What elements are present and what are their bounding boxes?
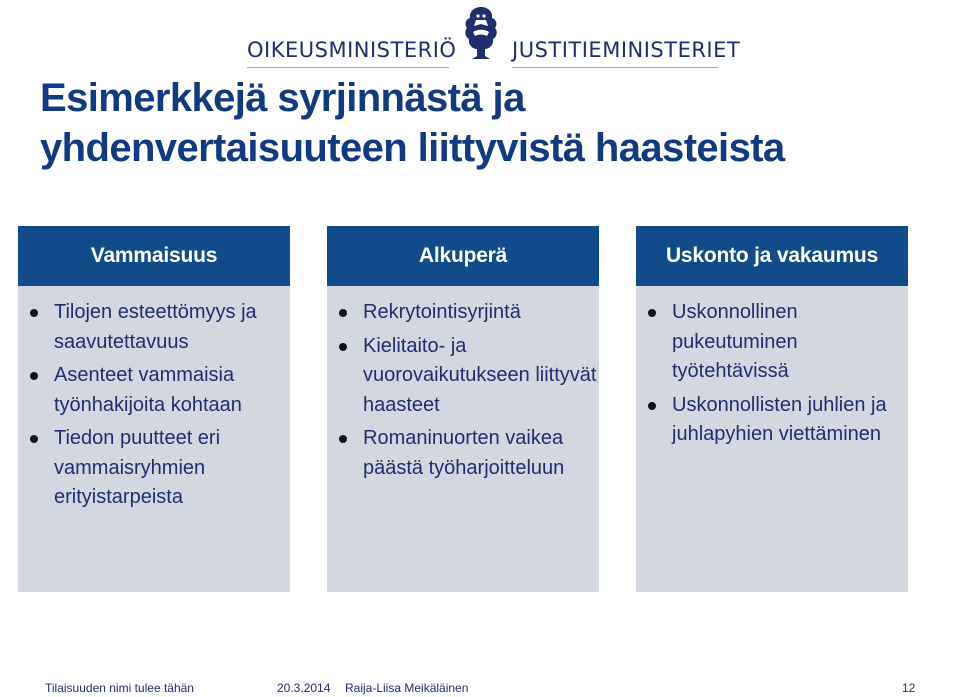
list-item-text: Rekrytointisyrjintä — [363, 301, 521, 323]
list-item — [18, 424, 290, 513]
list-item — [18, 361, 290, 420]
org-name-finnish: OIKEUSMINISTERIÖ — [247, 38, 457, 62]
list-item — [636, 298, 908, 387]
list-item-text: Kielitaito- ja vuorovaikutukseen liittyvät haasteet — [363, 334, 597, 416]
header-rule-left — [247, 67, 449, 68]
list-item — [18, 298, 290, 357]
column-heading-alkupera: Alkuperä — [327, 226, 599, 286]
list-item — [327, 298, 599, 328]
footer-date: 20.3.2014 — [277, 681, 331, 695]
org-name-swedish: JUSTITIEMINISTERIET — [512, 38, 741, 62]
column-heading-vammaisuus: Vammaisuus — [18, 226, 290, 286]
bullet-icon — [648, 309, 656, 317]
bullet-icon — [648, 402, 656, 410]
list-item-text: Uskonnollisten juhlien ja juhlapyhien viettäminen — [672, 393, 887, 445]
footer-event-name: Tilaisuuden nimi tulee tähän — [45, 681, 194, 695]
list-item-text: Tilojen esteettömyys ja saavutettavuus — [54, 301, 257, 353]
list-item — [327, 424, 599, 483]
list-item-text: Uskonnollinen pukeutuminen työtehtävissä — [672, 301, 798, 382]
list-item-text: Asenteet vammaisia työnhakijoita kohtaan — [54, 364, 242, 416]
bullet-icon — [339, 435, 347, 443]
bullet-icon — [30, 372, 38, 380]
bullet-icon — [339, 309, 347, 317]
column-body-alkupera — [327, 286, 599, 592]
column-body-vammaisuus — [18, 286, 290, 592]
list-item-text: Tiedon puutteet eri vammaisryhmien erityistarpeista — [54, 427, 221, 508]
footer-page-number: 12 — [902, 681, 916, 695]
header-rule-right — [512, 67, 718, 68]
list-item — [636, 391, 908, 450]
slide-title-line-1: Esimerkkejä syrjinnästä ja — [40, 76, 525, 120]
lion-crest-logo — [458, 4, 504, 62]
header — [0, 0, 960, 72]
slide-title — [40, 73, 920, 173]
bullet-icon — [30, 309, 38, 317]
list-item — [327, 332, 599, 421]
bullet-icon — [30, 435, 38, 443]
column-heading-uskonto: Uskonto ja vakaumus — [636, 226, 908, 286]
column-body-uskonto — [636, 286, 908, 592]
slide-title-line-2: yhdenvertaisuuteen liittyvistä haasteista — [40, 126, 785, 170]
footer-presenter: Raija-Liisa Meikäläinen — [345, 681, 469, 695]
bullet-icon — [339, 343, 347, 351]
list-item-text: Romaninuorten vaikea päästä työharjoitteluun — [363, 427, 565, 479]
